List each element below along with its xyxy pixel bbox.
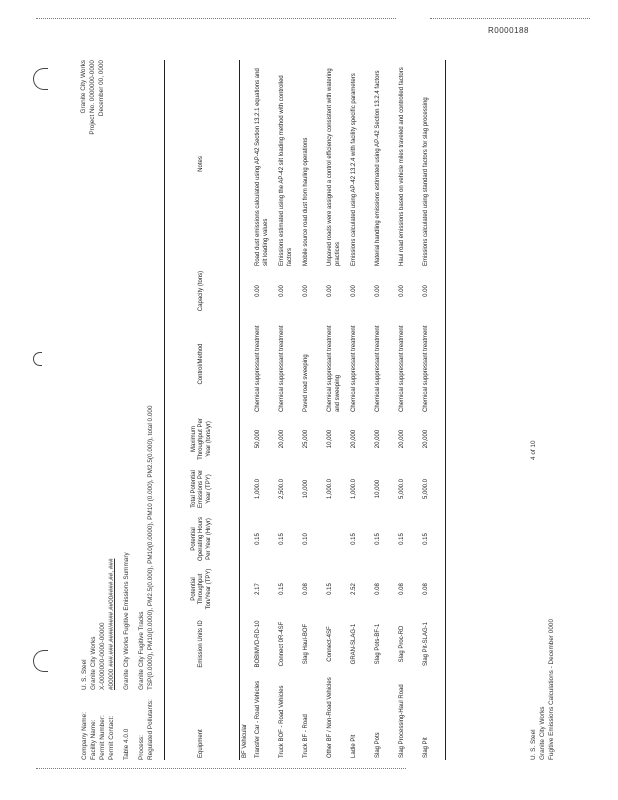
throughput-cell: 2.52: [351, 583, 357, 595]
max-throughput-cell: 20,000: [375, 429, 381, 449]
capacity-cell: 0.00: [351, 285, 357, 297]
control-method-cell: Chemical suppressant treatment: [375, 325, 381, 412]
equipment-cell: Slag Processing-Haul Road: [399, 684, 405, 758]
capacity-cell: 0.00: [327, 285, 333, 297]
equipment-cell: Truck BOF - Road Vehicles: [279, 685, 285, 758]
capacity-cell: 0.00: [279, 285, 285, 297]
field-value: U. S. Steel: [80, 659, 88, 690]
total-emissions-cell: 2,500.0: [279, 478, 285, 500]
table-row: [397, 60, 421, 760]
pollutants-value: TSP(0.0000), PM10(0.0000), PM2.5(0.000), PM10(0.0000), PM10 (0.000), PM2.5(0.000), total 0.000: [146, 405, 154, 690]
binder-hole-top: [33, 68, 48, 90]
field-label: Facility Name:: [89, 719, 97, 760]
throughput-cell: 0.08: [303, 583, 309, 595]
total-emissions-cell: 5,000.0: [399, 478, 405, 500]
pollutants-row: [146, 330, 155, 760]
pollutants-key: Regulated Pollutants:: [146, 699, 154, 760]
notes-cell: Emissions calculated using standard factors for slag processing: [423, 97, 429, 266]
total-emissions-cell: 1,000.0: [327, 478, 333, 500]
emission-unit-id-cell: Slag Proc-RD: [399, 625, 405, 663]
total-emissions-cell: 1,000.0: [351, 478, 357, 500]
control-method-cell: Chemical suppressant treatment: [255, 325, 261, 412]
emission-unit-id-cell: Connect 0R-4SF: [279, 621, 285, 667]
emissions-table: [164, 60, 446, 760]
max-throughput-cell: 25,000: [303, 429, 309, 449]
top-right-dotted-rule: [430, 18, 590, 19]
project-line: Project No. 0000000-0000: [89, 60, 96, 135]
throughput-cell: 2.17: [255, 583, 261, 595]
footer-line: U. S. Steel: [530, 729, 537, 760]
column-header: Emission Units ID: [165, 614, 240, 674]
table-label-row: [122, 330, 131, 760]
footer: [530, 60, 557, 760]
capacity-cell: 0.00: [375, 285, 381, 297]
column-header: Capacity (tons): [165, 268, 240, 314]
notes-cell: Emissions estimated using the AP-42 silt loading method with controlled factors: [279, 75, 293, 266]
max-throughput-cell: 10,000: [327, 429, 333, 449]
table-row: [301, 60, 325, 760]
control-method-cell: Chemical suppressant treatment: [351, 325, 357, 412]
equipment-cell: Transfer Car - Road Vehicles: [255, 680, 261, 758]
throughput-cell: 0.15: [279, 583, 285, 595]
emission-unit-id-cell: Slag Pots-BF-1: [375, 623, 381, 665]
notes-cell: Emissions calculated using AP-42 13.2.4 with facility specific parameters: [351, 73, 357, 266]
section-label: BF Vehicular: [242, 723, 248, 758]
corner-code: R0000188: [488, 26, 529, 35]
equipment-cell: Ladle Pit: [351, 734, 357, 758]
total-emissions-cell: 10,000: [303, 479, 309, 499]
notes-cell: Material handling emissions estimated using AP-42 Section 13.2.4 factors: [375, 70, 381, 266]
control-method-cell: Chemical suppressant treatment: [279, 325, 285, 412]
header-field: [107, 330, 116, 760]
equipment-cell: Slag Pots: [375, 732, 381, 758]
footer-line: Granite City Works: [539, 706, 546, 760]
column-header: Maximum Throughput Per Year (tons/yr): [165, 414, 240, 464]
header-block: [80, 330, 155, 760]
page-number: 4 of 10: [530, 440, 537, 460]
table-label-key: Table 4.0.0: [122, 728, 130, 760]
project-line: Granite City Works: [80, 60, 87, 114]
hours-cell: 0.15: [399, 533, 405, 545]
hours-cell: 0.15: [351, 533, 357, 545]
hours-cell: 0.15: [423, 533, 429, 545]
equipment-cell: Slag Pit: [423, 737, 429, 758]
notes-cell: Haul road emissions based on vehicle miles traveled and controlled factors: [399, 67, 405, 266]
capacity-cell: 0.00: [399, 285, 405, 297]
field-value: Granite City Works: [89, 636, 97, 690]
control-method-cell: Chemical suppressant treatment: [423, 325, 429, 412]
notes-cell: Unpaved roads were assigned a control efficiency consistent with watering practices: [327, 68, 341, 266]
top-dotted-rule: [36, 18, 396, 19]
table-label-value: Granite City Works Fugitive Emissions Summary: [122, 552, 130, 690]
total-emissions-cell: 5,000.0: [423, 478, 429, 500]
binder-hole-middle: [33, 352, 42, 366]
emission-unit-id-cell: BOBIMVD-RD-10: [255, 620, 261, 668]
capacity-cell: 0.00: [255, 285, 261, 297]
field-value: #00000 ###.###.####/####.##00####.##, ###: [107, 558, 115, 690]
notes-cell: Mobile source road dust from hauling operations: [303, 137, 309, 266]
table-row: [421, 60, 445, 760]
control-method-cell: Paved road sweeping: [303, 354, 309, 412]
throughput-cell: 0.08: [399, 583, 405, 595]
header-field: [98, 330, 107, 760]
header-field: [89, 330, 98, 760]
column-header: Equipment: [165, 674, 240, 760]
hours-cell: 0.15: [279, 533, 285, 545]
max-throughput-cell: 20,000: [351, 429, 357, 449]
table-row: [253, 60, 277, 760]
notes-cell: Road dust emissions calculated using AP-42 Section 13.2.1 equations and silt loading values: [255, 68, 269, 266]
field-label: Permit Contact:: [107, 715, 115, 760]
table-row: [277, 60, 301, 760]
project-line: December 00, 0000: [98, 60, 105, 117]
bottom-dotted-rule: [36, 768, 406, 769]
capacity-cell: 0.00: [303, 285, 309, 297]
emission-unit-id-cell: Slag Pit-SLAG-1: [423, 621, 429, 667]
throughput-cell: 0.08: [423, 583, 429, 595]
throughput-cell: 0.15: [327, 583, 333, 595]
equipment-cell: Truck BF - Road: [303, 714, 309, 758]
hours-cell: 0.15: [375, 533, 381, 545]
emission-unit-id-cell: GRAN-SLAG-1: [351, 623, 357, 665]
column-header: Potential Operating Hours Per Year (Hr/yr): [165, 514, 240, 564]
column-header: Total Potential Emissions Per Year (TPY): [165, 464, 240, 514]
field-label: Company Name:: [80, 712, 88, 760]
table-row: [325, 60, 349, 760]
total-emissions-cell: 10,000: [375, 479, 381, 499]
hours-cell: 0.10: [303, 533, 309, 545]
hours-cell: [325, 514, 349, 564]
column-header: Notes: [165, 60, 240, 268]
table-header-row: [165, 60, 240, 760]
process-row: [137, 330, 146, 760]
equipment-cell: Other BF / Non-Road Vehicles: [327, 677, 333, 758]
max-throughput-cell: 20,000: [399, 429, 405, 449]
max-throughput-cell: 20,000: [423, 429, 429, 449]
binder-hole-bottom: [33, 650, 48, 672]
column-header: Control/Method: [165, 314, 240, 414]
section-row: [240, 60, 254, 760]
footer-line: Fugitive Emissions Calculations - December 0000: [548, 618, 555, 760]
table-row: [373, 60, 397, 760]
process-value: Granite City Fugitive Tracks: [137, 611, 145, 690]
table-row: [349, 60, 373, 760]
project-info: [80, 60, 107, 200]
capacity-cell: 0.00: [423, 285, 429, 297]
rotated-page: [80, 60, 580, 760]
max-throughput-cell: 50,000: [255, 429, 261, 449]
field-value: X-0000000-0000-00000: [98, 622, 106, 690]
max-throughput-cell: 20,000: [279, 429, 285, 449]
process-key: Process:: [137, 735, 145, 760]
column-header: Potential Throughput Ton/Year (TPY): [165, 564, 240, 614]
hours-cell: 0.15: [255, 533, 261, 545]
header-field: [80, 330, 89, 760]
throughput-cell: 0.08: [375, 583, 381, 595]
emission-unit-id-cell: Connect-4SF: [327, 626, 333, 662]
control-method-cell: Chemical suppressant treatment and sweeping: [327, 325, 341, 412]
total-emissions-cell: 1,000.0: [255, 478, 261, 500]
field-label: Permit Number:: [98, 715, 106, 760]
emission-unit-id-cell: Slag Haul-BOF: [303, 623, 309, 665]
control-method-cell: Chemical suppressant treatment: [399, 325, 405, 412]
